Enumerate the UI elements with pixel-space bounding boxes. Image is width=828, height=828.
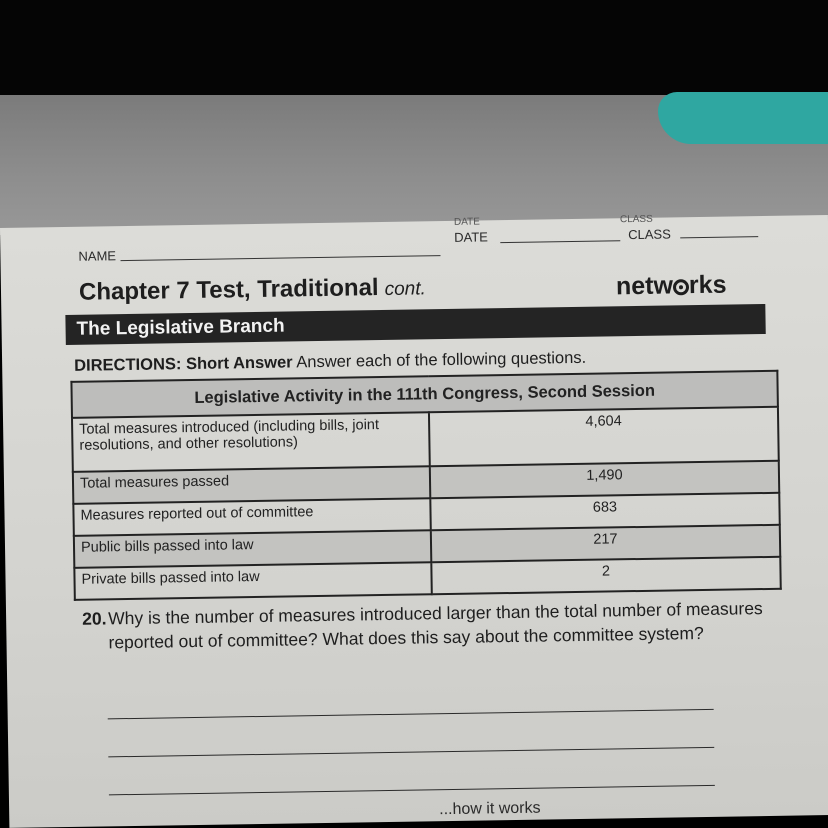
row-value: 1,490 <box>430 461 779 498</box>
answer-line-2[interactable] <box>108 747 714 758</box>
row-label: Total measures passed <box>73 466 430 504</box>
name-label: NAME <box>78 248 117 264</box>
answer-line-1[interactable] <box>108 709 714 720</box>
question-number: 20. <box>81 608 107 629</box>
section-title: The Legislative Branch <box>76 315 285 340</box>
answer-line-3[interactable] <box>109 785 715 796</box>
next-question-fragment: ...how it works <box>439 799 541 819</box>
row-label: Private bills passed into law <box>74 562 431 600</box>
class-label-faint: CLASS <box>619 213 653 226</box>
brand-ring-icon <box>673 279 689 295</box>
worksheet-page <box>0 215 828 828</box>
row-label: Total measures introduced (including bills, joint resolutions, and other resolutions) <box>72 412 430 472</box>
chapter-title <box>79 273 426 306</box>
class-label: CLASS <box>628 226 671 243</box>
name-field[interactable] <box>121 255 441 261</box>
table-title: Legislative Activity in the 111th Congress, Second Session <box>71 371 777 418</box>
directions-text: Answer each of the following questions. <box>296 348 587 372</box>
date-label-faint: DATE <box>453 216 480 228</box>
dark-top-band <box>0 0 828 95</box>
row-value: 2 <box>431 557 780 594</box>
section-header-bar <box>65 304 765 345</box>
row-value: 217 <box>431 525 780 562</box>
directions <box>74 349 586 376</box>
brand-prefix: netw <box>615 271 674 301</box>
row-label: Public bills passed into law <box>74 530 431 568</box>
chapter-title-suffix: cont. <box>384 278 427 300</box>
directions-type: Short Answer <box>185 353 293 374</box>
row-label: Measures reported out of committee <box>73 498 430 536</box>
date-label: DATE <box>454 229 489 245</box>
brand-suffix: rks <box>688 270 727 300</box>
brand-logo <box>616 271 727 302</box>
teal-object <box>658 92 828 144</box>
legislative-activity-table <box>70 370 781 601</box>
directions-lead: DIRECTIONS: <box>74 355 182 375</box>
date-field[interactable] <box>500 240 620 243</box>
class-field[interactable] <box>680 236 758 238</box>
row-value: 4,604 <box>429 407 779 466</box>
row-value: 683 <box>430 493 779 530</box>
question-text: Why is the number of measures introduced larger than the total number of measures reported out of committee? What does this say about the committee system? <box>107 598 763 653</box>
chapter-title-main: Chapter 7 Test, Traditional <box>78 274 379 306</box>
